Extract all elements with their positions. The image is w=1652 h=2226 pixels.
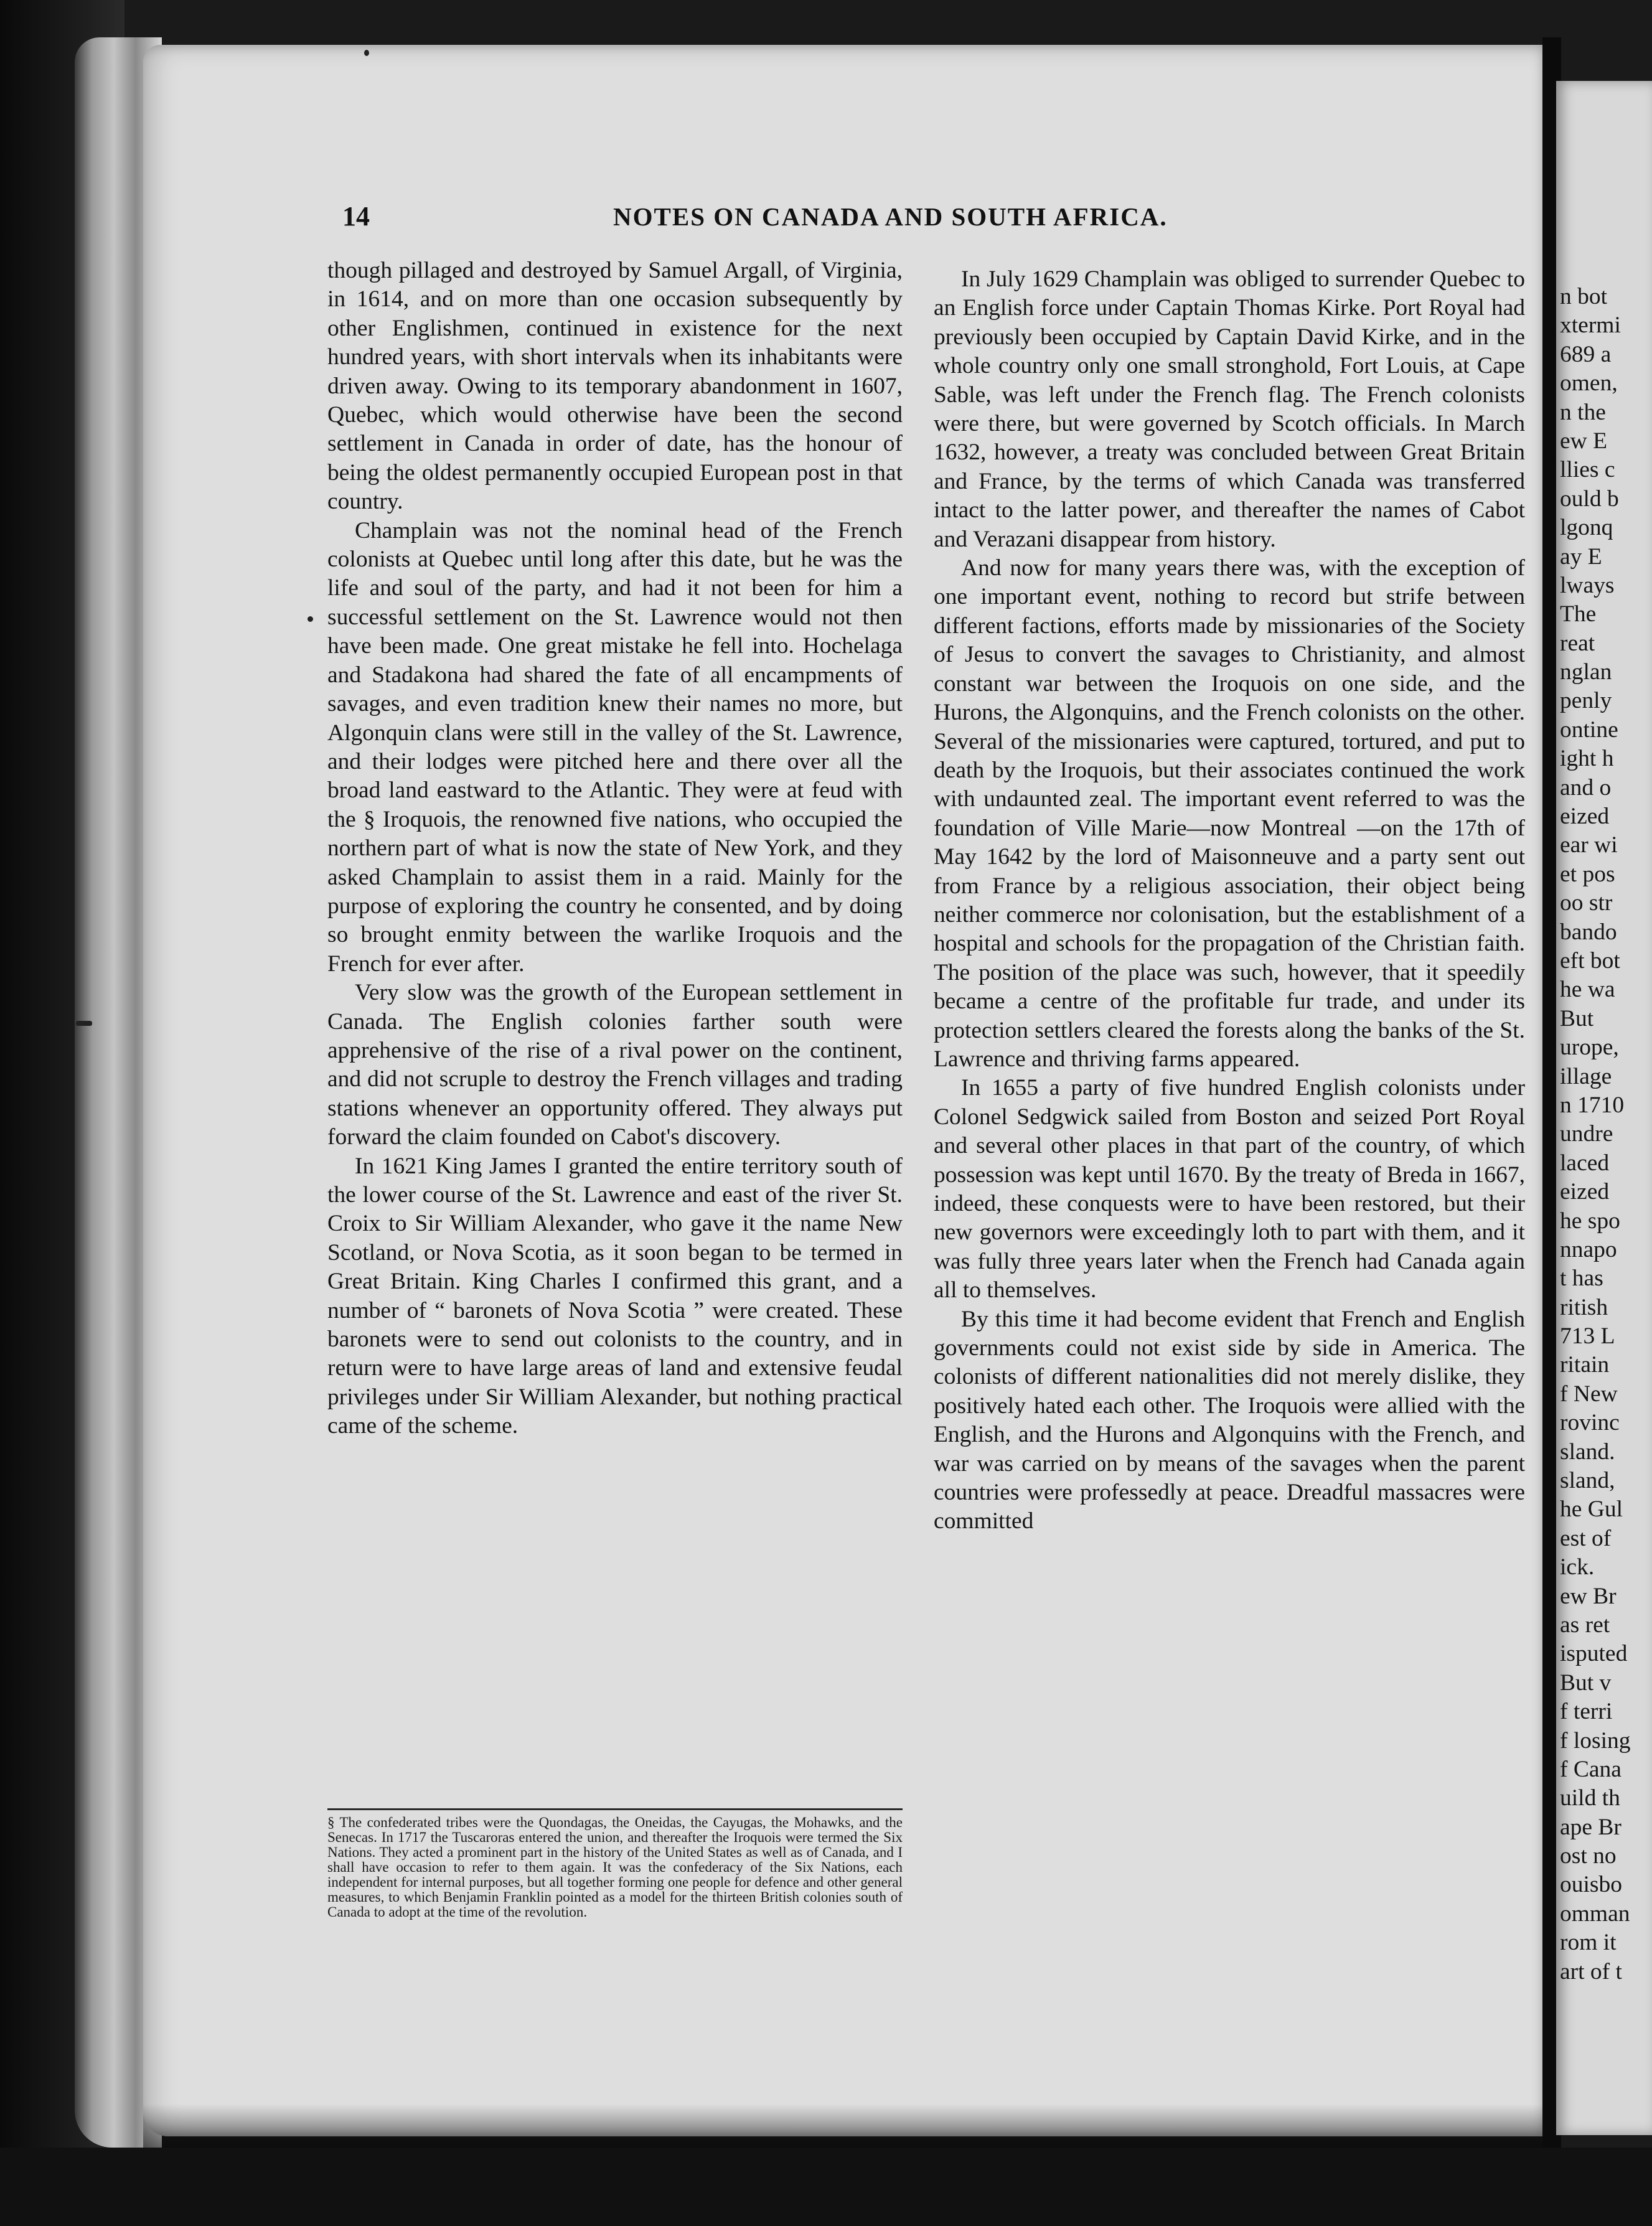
next-page-fragment: undre: [1560, 1121, 1613, 1147]
paragraph: And now for many years there was, with the exception of one important event, nothing to record but strife between different factions, efforts made by missionaries of the Society of Jesus to convert the savages to Christianity, and almost constant war between the Iroquois on one side, and the Hurons, the Algonquins, and the French colonists on the other. Several of the missionaries were captured, tortured, and put to death by the Iroquois, but their associates continued the work with undaunted zeal. The important event referred to was the foundation of Ville Marie—now Montreal —on the 17th of May 1642 by the lord of Maisonneuve and a party sent out from France by a religious association, their object being neither commerce nor colonisation, but the establishment of a hospital and schools for the propagation of the Christian faith. The position of the place was such, however, that it speedily became a centre of the profitable fur trade, and under its protection settlers cleared the forests along the banks of the St. Lawrence and thriving farms appeared.: [934, 555, 1525, 1072]
footnote-text: § The confederated tribes were the Quondagas, the Oneidas, the Cayugas, the Mohawks, and the Senecas. In 1717 the Tuscaroras entered the union, and thereafter the Iroquois were termed the Six Nations. They acted a prominent part in the history of the United States as well as of Canada, and I shall have occasion to refer to them again. It was the confederacy of the Six Nations, each independent for internal purposes, but all together forming one people for defence and other general measures, to which Benjamin Franklin pointed as a model for the thirteen British colonies south of Canada to adopt at the time of the revolution.: [327, 1815, 903, 1920]
next-page-fragment: ape Br: [1560, 1814, 1621, 1840]
next-page-fragment: ew Br: [1560, 1583, 1617, 1609]
next-page-fragment: omen,: [1560, 370, 1618, 397]
next-page-fragment: rom it: [1560, 1930, 1617, 1956]
next-page-fragment: and o: [1560, 774, 1612, 801]
next-page-text-fragments: [1560, 283, 1652, 1986]
next-page-fragment: omman: [1560, 1900, 1630, 1927]
paragraph: In 1621 King James I granted the entire territory south of the lower course of the St. Lawrence and east of the river St. Croix to Sir William Alexander, who gave it the name New Scotland, or Nova Scotia, as it soon began to be termed in Great Britain. King Charles I confirmed this grant, and a number of “ baronets of Nova Scotia ” were created. These baronets were to send out colonists to the country, and in return were to have large areas of land and extensive feudal privileges under Sir William Alexander, but nothing practical came of the scheme.: [327, 1153, 903, 1439]
next-page-fragment: rovinc: [1560, 1410, 1620, 1436]
next-page-fragment: ritain: [1560, 1352, 1610, 1378]
next-page-fragment: isputed: [1560, 1641, 1628, 1667]
next-page-fragment: llies c: [1560, 457, 1615, 483]
next-page-fragment: nglan: [1560, 659, 1612, 685]
next-page-fragment: laced: [1560, 1150, 1610, 1176]
next-page-fragment: t has: [1560, 1266, 1603, 1292]
next-page-fragment: ritish: [1560, 1294, 1608, 1320]
next-page-fragment: ew E: [1560, 428, 1608, 454]
scan-speck: [307, 616, 313, 622]
next-page-fragment: he wa: [1560, 977, 1615, 1003]
next-page-fragment: penly: [1560, 688, 1612, 714]
page-number: 14: [342, 201, 370, 232]
footnote: [327, 1815, 903, 1920]
next-page-fragment: nnapo: [1560, 1236, 1617, 1262]
next-page-fragment: sland.: [1560, 1439, 1615, 1465]
paragraph: In July 1629 Champlain was obliged to surrender Quebec to an English force under Captain Thomas Kirke. Port Royal had previously been occupied by Captain David Kirke, and in the whole country only one small stronghold, Fort Louis, at Cape Sable, was left under the French flag. The French colonists were there, but were governed by Scotch officials. In March 1632, however, a treaty was concluded between Great Britain and France, by the terms of which Canada was transferred intact to the latter power, and thereafter the names of Cabot and Verazani disappear from history.: [934, 266, 1525, 552]
running-head: NOTES ON CANADA AND SOUTH AFRICA.: [613, 202, 1168, 231]
next-page-fragment: xtermi: [1560, 312, 1621, 339]
paragraph: Very slow was the growth of the European settlement in Canada. The English colonies farther south were apprehensive of the rise of a rival power on the continent, and did not scruple to destroy the French villages and trading stations whenever an opportunity offered. They always put forward the claim founded on Cabot's discovery.: [327, 980, 903, 1150]
paragraph: though pillaged and destroyed by Samuel Argall, of Virginia, in 1614, and on more than one occasion subsequently by other Englishmen, continued in existence for the next hundred years, with short intervals when its inhabitants were driven away. Owing to its temporary abandonment in 1607, Quebec, which would otherwise have been the second settlement in Canada in order of date, has the honour of being the oldest permanently occupied European post in that country.: [327, 258, 903, 515]
next-page-fragment: bando: [1560, 919, 1617, 945]
next-page-fragment: lways: [1560, 572, 1615, 598]
paragraph: By this time it had become evident that French and English governments could not exist side by side in America. The colonists of different nationalities did not merely dislike, they positively hated each other. The Iroquois were allied with the English, and the Hurons and Algonquins with the French, and war was carried on by means of the savages when the parent countries were professedly at peace. Dreadful massacres were committed: [934, 1306, 1525, 1534]
paragraph: Champlain was not the nominal head of the French colonists at Quebec until long after this date, but he was the life and soul of the party, and had it not been for him a successful settlement on the St. Lawrence would not then have been made. One great mistake he fell into. Hochelaga and Stadakona had shared the fate of all encampments of savages, and even tradition knew their names no more, but Algonquin clans were still in the valley of the St. Lawrence, and their lodges were pitched here and there over all the broad land eastward to the Atlantic. They were at feud with the § Iroquois, the renowned five nations, who occupied the northern part of what is now the state of New York, and they asked Champlain to assist them in a raid. Mainly for the purpose of exploring the country he consented, and by doing so brought enmity between the warlike Iroquois and the French for ever after.: [327, 517, 903, 977]
next-page-fragment: uild th: [1560, 1785, 1620, 1811]
next-page-fragment: 689 a: [1560, 341, 1612, 367]
next-page-fragment: n 1710: [1560, 1092, 1625, 1118]
next-page-fragment: eft bot: [1560, 947, 1620, 974]
next-page-fragment: lgonq: [1560, 515, 1613, 541]
next-page-fragment: et pos: [1560, 861, 1615, 887]
next-page-fragment: ontine: [1560, 716, 1618, 743]
next-page-fragment: ight h: [1560, 746, 1614, 772]
next-page-fragment: oo str: [1560, 890, 1613, 916]
next-page-fragment: 713 L: [1560, 1323, 1615, 1350]
next-page-fragment: n the: [1560, 399, 1606, 425]
next-page-fragment: f terri: [1560, 1699, 1613, 1725]
right-column: [934, 265, 1525, 1536]
next-page-fragment: f losing: [1560, 1727, 1631, 1754]
scan-speck: [364, 50, 369, 56]
next-page-fragment: est of: [1560, 1525, 1612, 1551]
next-page-fragment: eized: [1560, 804, 1610, 830]
next-page-fragment: ick.: [1560, 1554, 1595, 1580]
page-bottom-shadow: [143, 2104, 1547, 2154]
next-page-fragment: ouisbo: [1560, 1872, 1623, 1898]
next-page-fragment: reat: [1560, 630, 1595, 656]
scan-speck: [76, 1021, 92, 1026]
next-page-fragment: ay E: [1560, 543, 1602, 570]
next-page-fragment: n bot: [1560, 284, 1608, 309]
next-page-fragment: But v: [1560, 1670, 1612, 1696]
next-page-fragment: ost no: [1560, 1843, 1617, 1869]
next-page-fragment: ould b: [1560, 486, 1619, 512]
next-page-fragment: he Gul: [1560, 1496, 1623, 1523]
next-page-fragment: art of t: [1560, 1958, 1622, 1984]
next-page-fragment: ear wi: [1560, 832, 1618, 858]
next-page-fragment: sland,: [1560, 1468, 1615, 1494]
next-page-fragment: illage: [1560, 1063, 1612, 1089]
footnote-rule: [327, 1808, 903, 1810]
next-page-fragment: f New: [1560, 1381, 1618, 1407]
next-page-fragment: eized: [1560, 1179, 1610, 1205]
next-page-fragment: urope,: [1560, 1035, 1619, 1061]
scanner-background-bottom: [0, 2148, 1652, 2226]
next-page-fragment: he spo: [1560, 1208, 1620, 1234]
paragraph: In 1655 a party of five hundred English colonists under Colonel Sedgwick sailed from Boston and seized Port Royal and several other places in that part of the country, of which possession was kept until 1670. By the treaty of Breda in 1667, indeed, these conquests were to have been restored, but their new governors were exceedingly loth to part with them, and it was fully three years later when the French had Canada again all to themselves.: [934, 1075, 1525, 1303]
next-page-fragment: But: [1560, 1005, 1594, 1031]
next-page-fragment: The: [1560, 601, 1597, 627]
next-page-fragment: as ret: [1560, 1612, 1610, 1638]
next-page-fragment: f Cana: [1560, 1756, 1621, 1782]
left-column: [327, 256, 903, 1441]
